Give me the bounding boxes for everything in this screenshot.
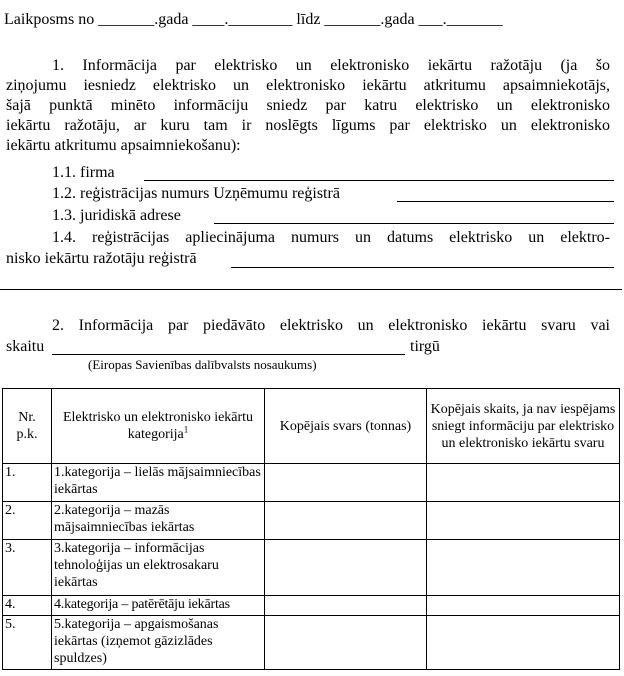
row-count-cell[interactable] <box>427 596 620 616</box>
header-category: Elektrisko un elektronisko iekārtu kategorija$^1$ <box>52 389 265 464</box>
row-category: 5.kategorija – apgaismošanas iekārtas (izņemot gāzizlādes spuldzes) <box>52 616 265 670</box>
cert-fill-line[interactable] <box>231 267 614 268</box>
header-nr: Nr. p.k. <box>3 389 52 464</box>
field-label-cert-line2: nisko iekārtu ražotāju reģistrā <box>6 250 197 267</box>
row-weight-cell[interactable] <box>265 540 427 596</box>
table-row <box>3 464 620 502</box>
cert-fill-line-extra[interactable] <box>0 289 622 290</box>
equipment-table <box>2 388 620 670</box>
row-weight-cell[interactable] <box>265 502 427 540</box>
section2-line1: 2. Informācija par piedāvāto elektrisko un elektronisko iekārtu svaru vai <box>52 317 610 334</box>
header-weight: Kopējais svars (tonnas) <box>265 389 427 464</box>
reg-nr-fill-line[interactable] <box>397 201 614 202</box>
row-weight-cell[interactable] <box>265 464 427 502</box>
intro-line: ziņojumu iesniedz elektrisko un elektronisko iekārtu atkritumu apsaimniekotājs, <box>6 77 610 94</box>
table-row <box>3 540 620 596</box>
row-nr: 5. <box>3 616 52 670</box>
footnote-marker: 1 <box>183 424 189 435</box>
intro-line: šajā punktā minēto informāciju sniedz par katru elektrisko un elektronisko <box>6 97 610 114</box>
period-line: Laikposms no _______.gada ____.________ līdz _______.gada ___._______ <box>4 11 503 28</box>
table-row <box>3 616 620 670</box>
country-fill-line[interactable] <box>52 354 405 355</box>
table-row <box>3 502 620 540</box>
row-count-cell[interactable] <box>427 540 620 596</box>
row-count-cell[interactable] <box>427 616 620 670</box>
field-label-firma: 1.1. firma <box>52 164 115 181</box>
field-label-address: 1.3. juridiskā adrese <box>52 207 181 224</box>
intro-line: iekārtu atkritumu apsaimniekošanu): <box>6 137 241 154</box>
field-label-reg-nr: 1.2. reģistrācijas numurs Uzņēmumu reģistrā <box>52 185 340 202</box>
row-category: 3.kategorija – informācijas tehnoloģijas un elektrosakaru iekārtas <box>52 540 265 596</box>
firma-fill-line[interactable] <box>144 180 614 181</box>
address-fill-line[interactable] <box>214 223 614 224</box>
row-nr: 2. <box>3 502 52 540</box>
row-nr: 1. <box>3 464 52 502</box>
intro-line: iekārtu ražotāju, ar kuru tam ir noslēgts līgums par elektrisko un elektronisko <box>6 117 610 134</box>
row-category: 4.kategorija – patērētāju iekārtas <box>52 596 265 616</box>
field-cert-line1-wrap <box>52 228 610 248</box>
row-count-cell[interactable] <box>427 464 620 502</box>
section2-line2-suffix: tirgū <box>410 338 440 355</box>
row-count-cell[interactable] <box>427 502 620 540</box>
intro-line: 1. Informācija par elektrisko un elektronisko iekārtu ražotāju (ja šo <box>52 57 610 74</box>
table-header-row <box>3 389 620 464</box>
country-caption: (Eiropas Savienības dalībvalsts nosaukums) <box>88 357 317 372</box>
row-weight-cell[interactable] <box>265 596 427 616</box>
row-weight-cell[interactable] <box>265 616 427 670</box>
row-category: 2.kategorija – mazās mājsaimniecības iekārtas <box>52 502 265 540</box>
field-label-cert-line1: 1.4. reģistrācijas apliecinājuma numurs un datums elektrisko un elektro- <box>52 229 610 246</box>
section1-intro <box>6 56 610 156</box>
section2-line2-prefix: skaitu <box>6 338 45 355</box>
row-nr: 3. <box>3 540 52 596</box>
row-category: 1.kategorija – lielās mājsaimniecības iekārtas <box>52 464 265 502</box>
section2-line1-wrap <box>6 316 610 336</box>
row-nr: 4. <box>3 596 52 616</box>
table-row <box>3 596 620 616</box>
header-count: Kopējais skaits, ja nav iespējams sniegt informāciju par elektrisko un elektronisko iekārtu svaru <box>427 389 620 464</box>
